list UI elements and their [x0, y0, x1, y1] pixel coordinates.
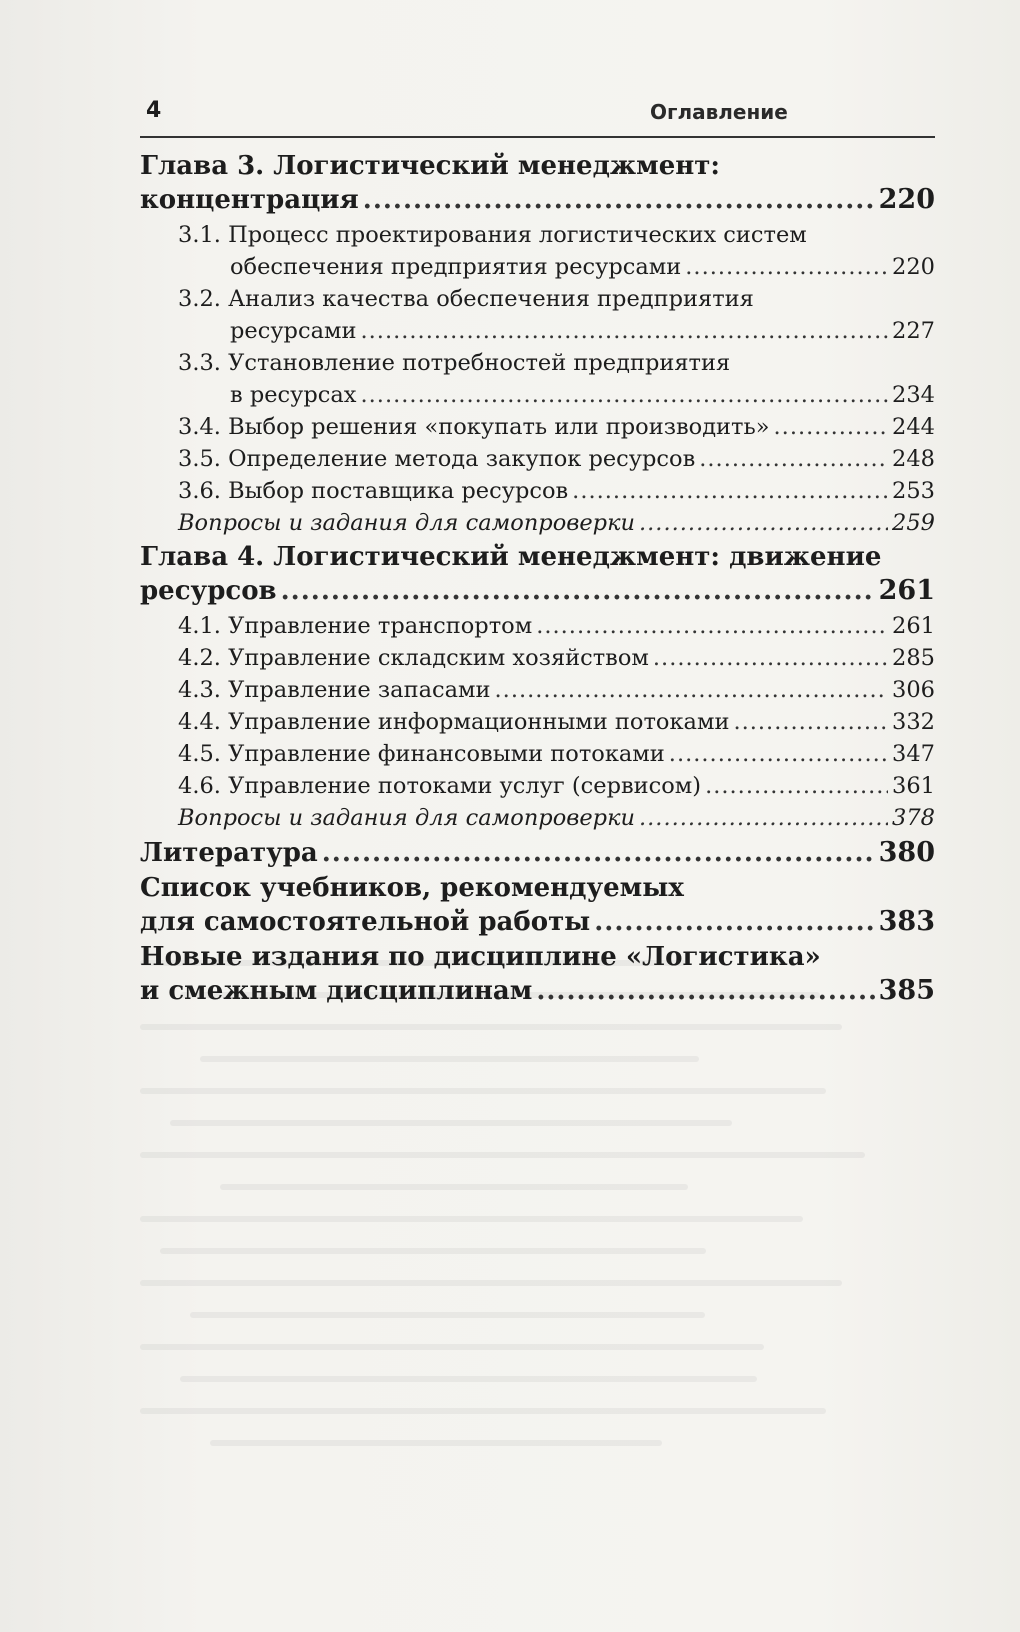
toc-section-3-5[interactable]: [140, 443, 935, 475]
dot-leader: [774, 411, 889, 443]
entry-title-line2: для самостоятельной работы: [140, 907, 591, 937]
entry-title-line1: Список учебников, рекомендуемых: [140, 873, 684, 903]
toc-chapter-3[interactable]: [140, 150, 935, 217]
section-title-cont: ресурсами: [230, 318, 357, 344]
section-title: 3.5. Определение метода закупок ресурсов: [178, 446, 696, 472]
dot-leader: [685, 251, 888, 283]
page-ref: 332: [892, 709, 935, 735]
page-ref: 244: [892, 414, 935, 440]
toc-section-4-4[interactable]: [140, 706, 935, 738]
section-title: 3.2. Анализ качества обеспечения предприятия: [178, 286, 754, 312]
toc-questions-ch3[interactable]: [140, 507, 935, 539]
section-title: 3.3. Установление потребностей предприятия: [178, 350, 731, 376]
page-ref: 253: [892, 478, 935, 504]
toc-section-4-1[interactable]: [140, 610, 935, 642]
section-title-cont: обеспечения предприятия ресурсами: [230, 254, 682, 280]
section-title: Вопросы и задания для самопроверки: [178, 805, 635, 831]
entry-title: Литература: [140, 838, 318, 868]
dot-leader: [322, 837, 875, 870]
page-ref: 227: [892, 318, 935, 344]
toc-textbooks-list[interactable]: [140, 872, 935, 939]
toc-section-4-2[interactable]: [140, 642, 935, 674]
dot-leader: [639, 507, 888, 539]
page-ref: 248: [892, 446, 935, 472]
dot-leader: [281, 575, 875, 608]
dot-leader: [572, 475, 888, 507]
dot-leader: [705, 770, 888, 802]
toc-literature[interactable]: [140, 836, 935, 870]
toc-chapter-4[interactable]: [140, 541, 935, 608]
page-ref: 261: [878, 575, 935, 606]
section-title: 3.6. Выбор поставщика ресурсов: [178, 478, 569, 504]
section-title: 3.4. Выбор решения «покупать или производить»: [178, 414, 770, 440]
dot-leader: [360, 315, 888, 347]
page-number: 4: [146, 98, 162, 123]
toc-section-4-5[interactable]: [140, 738, 935, 770]
entry-title-line1: Новые издания по дисциплине «Логистика»: [140, 942, 821, 972]
page-ref: 234: [892, 382, 935, 408]
section-title: 4.3. Управление запасами: [178, 677, 491, 703]
dot-leader: [653, 642, 888, 674]
section-title: 4.5. Управление финансовыми потоками: [178, 741, 665, 767]
page-ref: 306: [892, 677, 935, 703]
page-ref: 385: [878, 975, 935, 1006]
dot-leader: [361, 379, 889, 411]
chapter-title-line1: Глава 4. Логистический менеджмент: движение: [140, 542, 882, 572]
dot-leader: [536, 975, 874, 1008]
toc-section-4-3[interactable]: [140, 674, 935, 706]
toc-section-3-4[interactable]: [140, 411, 935, 443]
dot-leader: [594, 906, 874, 939]
dot-leader: [733, 706, 888, 738]
page-ref: 361: [892, 773, 935, 799]
section-title: 4.2. Управление складским хозяйством: [178, 645, 649, 671]
page-ref: 220: [892, 254, 935, 280]
section-title: 4.4. Управление информационными потоками: [178, 709, 730, 735]
dot-leader: [669, 738, 888, 770]
toc-questions-ch4[interactable]: [140, 802, 935, 834]
section-title: Вопросы и задания для самопроверки: [178, 510, 635, 536]
section-title: 3.1. Процесс проектирования логистических систем: [178, 222, 807, 248]
chapter-title-line2: концентрация: [140, 185, 359, 215]
toc-new-editions[interactable]: [140, 941, 935, 1008]
section-title: 4.6. Управление потоками услуг (сервисом): [178, 773, 702, 799]
running-title: Оглавление: [650, 100, 788, 124]
toc-section-3-2[interactable]: [140, 283, 935, 347]
toc-section-3-3[interactable]: [140, 347, 935, 411]
page-ref: 259: [892, 510, 935, 536]
section-title: 4.1. Управление транспортом: [178, 613, 533, 639]
table-of-contents: [140, 150, 935, 1008]
page-ref: 285: [892, 645, 935, 671]
toc-section-4-6[interactable]: [140, 770, 935, 802]
chapter-title-line2: ресурсов: [140, 576, 277, 606]
dot-leader: [639, 802, 888, 834]
chapter-title-line1: Глава 3. Логистический менеджмент:: [140, 151, 721, 181]
dot-leader: [699, 443, 888, 475]
toc-section-3-6[interactable]: [140, 475, 935, 507]
page-ref: 380: [878, 837, 935, 868]
page-ref: 347: [892, 741, 935, 767]
page-ref: 261: [892, 613, 935, 639]
page-ref: 220: [878, 184, 935, 215]
dot-leader: [536, 610, 888, 642]
running-header: [140, 96, 935, 138]
section-title-cont: в ресурсах: [230, 382, 357, 408]
bleed-through-texture: [140, 960, 920, 1520]
entry-title-line2: и смежным дисциплинам: [140, 976, 533, 1006]
dot-leader: [363, 184, 875, 217]
page-ref: 383: [878, 906, 935, 937]
page-ref: 378: [892, 805, 935, 831]
dot-leader: [495, 674, 889, 706]
toc-section-3-1[interactable]: [140, 219, 935, 283]
